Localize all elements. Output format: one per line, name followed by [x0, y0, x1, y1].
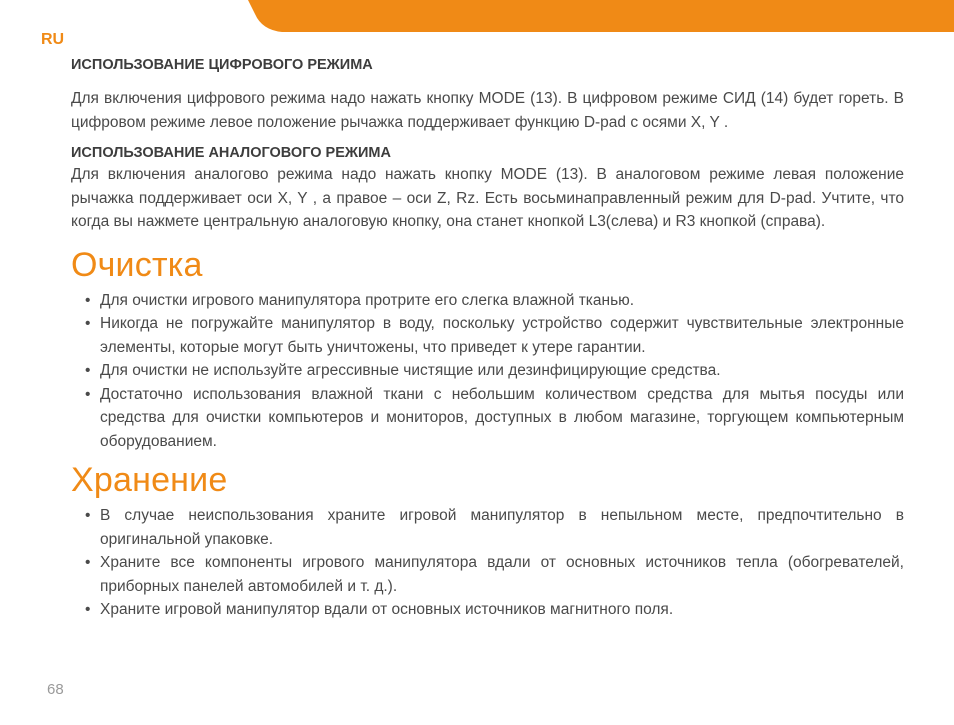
bullet-icon: • — [85, 291, 91, 309]
list-item: • Храните игровой манипулятор вдали от основных источников магнитного поля. — [71, 598, 904, 622]
list-item: • Достаточно использования влажной ткани с небольшим количеством средства для мытья посуды или средства для очистки компьютеров и мониторов, доступных в любом магазине, торгующем компьютерным оборудованием. — [71, 383, 904, 454]
storage-list — [71, 504, 904, 622]
cleaning-title: Очистка — [71, 245, 203, 284]
list-item: • Никогда не погружайте манипулятор в воду, поскольку устройство содержит чувствительные электронные элементы, которые могут быть уничтожены, что приведет к утере гарантии. — [71, 312, 904, 359]
page-content — [71, 56, 904, 622]
bullet-icon: • — [85, 362, 91, 379]
storage-title: Хранение — [71, 461, 228, 499]
digital-mode-heading: ИСПОЛЬЗОВАНИЕ ЦИФРОВОГО РЕЖИМА — [71, 57, 373, 73]
language-label: RU — [41, 31, 65, 48]
list-item: • Для очистки игрового манипулятора протрите его слегка влажной тканью. — [71, 289, 904, 313]
list-item: • Храните все компоненты игрового манипулятора вдали от основных источников тепла (обогревателей, приборных панелей автомобилей и т. д.). — [71, 551, 904, 598]
analog-mode-text: Для включения аналогово режима надо нажать кнопку MODE (13). В аналоговом режиме левая положение рычажка поддерживает оси X, Y , а правое – оси Z, Rz. Есть восьминаправленный режим для D-pad. Учтите, что когда вы нажмете центральную аналоговую кнопку, она станет кнопкой L3(слева) и R3 кнопкой (справа). — [71, 166, 904, 230]
bullet-icon: • — [85, 385, 91, 403]
bullet-icon: • — [85, 507, 91, 524]
list-item: • В случае неиспользования храните игровой манипулятор в непыльном месте, предпочтительно в оригинальной упаковке. — [71, 504, 904, 551]
bullet-icon: • — [85, 601, 91, 618]
page-number: 68 — [47, 681, 64, 698]
list-item: • Для очистки не используйте агрессивные чистящие или дезинфицирующие средства. — [71, 359, 904, 383]
digital-mode-text: Для включения цифрового режима надо нажать кнопку MODE (13). В цифровом режиме СИД (14) будет гореть. В цифровом режиме левое положение рычажка поддерживает функцию D-pad с осями X, Y . — [71, 90, 904, 131]
orange-band-shape — [0, 0, 954, 32]
header-accent-band — [0, 0, 954, 32]
bullet-icon: • — [85, 315, 91, 332]
bullet-icon: • — [85, 554, 91, 571]
cleaning-list — [71, 289, 904, 454]
analog-mode-heading: ИСПОЛЬЗОВАНИЕ АНАЛОГОВОГО РЕЖИМА — [71, 145, 391, 161]
